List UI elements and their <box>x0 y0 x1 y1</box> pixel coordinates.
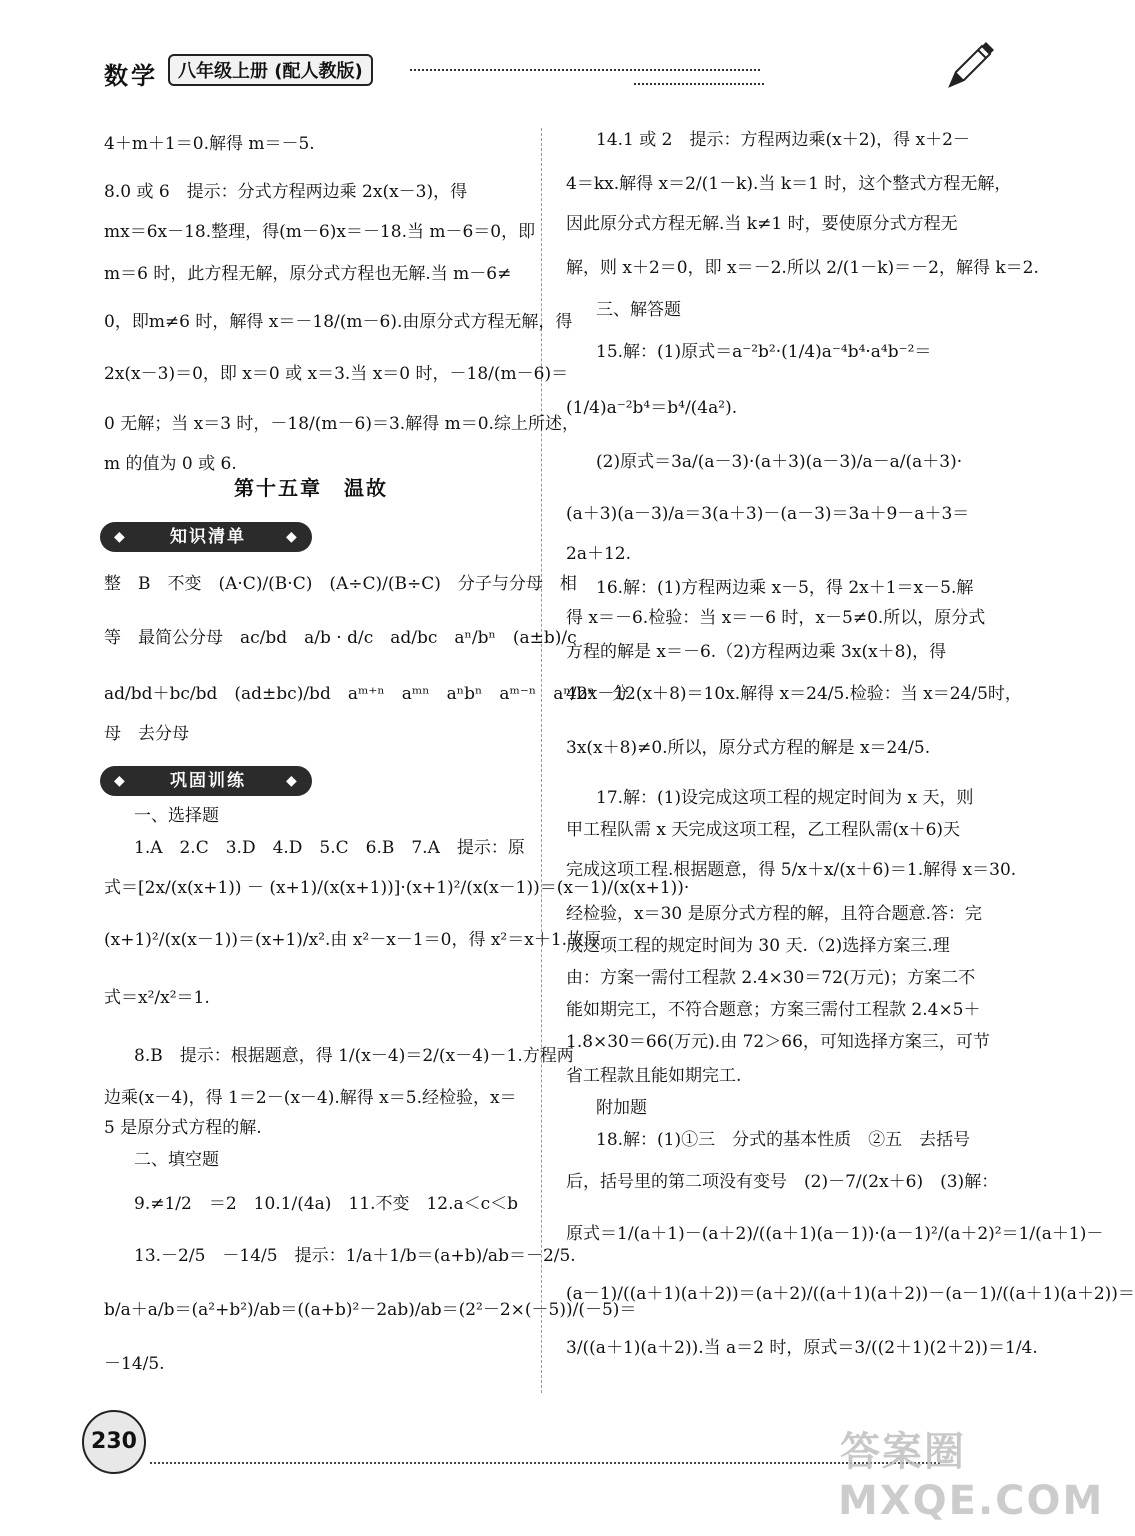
text-line: 4＝kx.解得 x＝2/(1－k).当 k＝1 时，这个整式方程无解， <box>566 174 1012 194</box>
text-line: (1/4)a⁻²b⁴＝b⁴/(4a²). <box>566 398 738 418</box>
text-line: 边乘(x－4)，得 1＝2－(x－4).解得 x＝5.经检验，x＝ <box>104 1088 517 1108</box>
text-line: 9.≠1/2 ＝2 10.1/(4a) 11.不变 12.a＜c＜b <box>134 1194 519 1214</box>
chapter-title: 第十五章 温故 <box>234 476 388 500</box>
text-line: m 的值为 0 或 6. <box>104 454 237 474</box>
text-line: 0，即m≠6 时，解得 x＝－18/(m－6).由原分式方程无解，得 <box>104 312 573 332</box>
subject-title: 数学 <box>104 62 158 90</box>
text-line: 式＝[2x/(x(x+1)) － (x+1)/(x(x+1))]·(x+1)²/(x(x－1))＝(x－1)/(x(x+1))· <box>104 878 690 898</box>
text-line: (a－1)/((a＋1)(a＋2))＝(a＋2)/((a＋1)(a＋2))－(a－1)/((a＋1)(a＋2))＝ <box>566 1284 1135 1304</box>
text-line: 母 去分母 <box>104 724 189 744</box>
text-line: 方程的解是 x＝－6.（2)方程两边乘 3x(x＋8)，得 <box>566 642 947 662</box>
diamond-icon: ◆ <box>114 529 125 545</box>
grade-text: 八年级上册 <box>178 61 268 82</box>
text-line: 原式＝1/(a＋1)－(a＋2)/((a＋1)(a－1))·(a－1)²/(a＋2)²＝1/(a＋1)－ <box>566 1224 1104 1244</box>
section-banner-practice <box>100 766 312 796</box>
text-line: 4＋m＋1＝0.解得 m＝－5. <box>104 134 315 154</box>
text-line: 2a＋12. <box>566 544 631 564</box>
footer-dotted-line <box>150 1462 940 1464</box>
diamond-icon: ◆ <box>114 773 125 789</box>
text-line: －14/5. <box>104 1354 165 1374</box>
section-label: 巩固训练 <box>170 771 246 791</box>
text-line: 13.－2/5 －14/5 提示：1/a＋1/b＝(a+b)/ab＝－2/5. <box>134 1246 576 1266</box>
pen-icon <box>942 38 998 94</box>
text-line: 5 是原分式方程的解. <box>104 1118 262 1138</box>
text-line: 式＝x²/x²＝1. <box>104 988 210 1008</box>
text-line: 一、选择题 <box>134 806 219 826</box>
text-line: mx＝6x－18.整理，得(m－6)x＝－18.当 m－6＝0，即 <box>104 222 536 242</box>
page-number: 230 <box>82 1410 146 1474</box>
section-label: 知识清单 <box>170 527 246 547</box>
watermark-url: MXQE.COM <box>838 1478 1105 1524</box>
text-line: 甲工程队需 x 天完成这项工程，乙工程队需(x＋6)天 <box>566 820 961 840</box>
text-line: 由：方案一需付工程款 2.4×30＝72(万元)；方案二不 <box>566 968 976 988</box>
text-line: b/a＋a/b＝(a²+b²)/ab＝((a+b)²－2ab)/ab＝(2²－2×(－5))/(－5)＝ <box>104 1300 637 1320</box>
header-dotted-line-2 <box>634 83 764 85</box>
text-line: 省工程款且能如期完工. <box>566 1066 742 1086</box>
text-line: 经检验，x＝30 是原分式方程的解，且符合题意.答：完 <box>566 904 983 924</box>
text-line: (x+1)²/(x(x－1))＝(x+1)/x².由 x²－x－1＝0，得 x²＝x＋1.故原 <box>104 930 602 950</box>
text-line: 3x(x＋8)≠0.所以，原分式方程的解是 x＝24/5. <box>566 738 931 758</box>
text-line: (2)原式＝3a/(a－3)·(a＋3)(a－3)/a－a/(a＋3)· <box>596 452 963 472</box>
diamond-icon: ◆ <box>286 773 297 789</box>
text-line: ad/bd＋bc/bd (ad±bc)/bd aᵐ⁺ⁿ aᵐⁿ aⁿbⁿ aᵐ⁻ⁿ aⁿ/bⁿ 分 <box>104 684 629 704</box>
text-line: 8.B 提示：根据题意，得 1/(x－4)＝2/(x－4)－1.方程两 <box>134 1046 574 1066</box>
text-line: 后，括号里的第二项没有变号 (2)－7/(2x＋6) (3)解： <box>566 1172 999 1192</box>
diamond-icon: ◆ <box>286 529 297 545</box>
text-line: m＝6 时，此方程无解，原分式方程也无解.当 m－6≠ <box>104 264 512 284</box>
text-line: 附加题 <box>596 1098 647 1118</box>
text-line: 1.A 2.C 3.D 4.D 5.C 6.B 7.A 提示：原 <box>134 838 525 858</box>
text-line: 二、填空题 <box>134 1150 219 1170</box>
text-line: 17.解：(1)设完成这项工程的规定时间为 x 天，则 <box>596 788 974 808</box>
text-line: 1.8×30＝66(万元).由 72＞66，可知选择方案三，可节 <box>566 1032 990 1052</box>
text-line: 成这项工程的规定时间为 30 天.（2)选择方案三.理 <box>566 936 950 956</box>
text-line: (a＋3)(a－3)/a＝3(a＋3)－(a－3)＝3a＋9－a＋3＝ <box>566 504 970 524</box>
text-line: 18.解：(1)①三 分式的基本性质 ②五 去括号 <box>596 1130 971 1150</box>
section-banner-knowledge <box>100 522 312 552</box>
page-header <box>0 0 1034 100</box>
text-line: 16.解：(1)方程两边乘 x－5，得 2x＋1＝x－5.解 <box>596 578 974 598</box>
grade-label <box>168 54 373 86</box>
text-line: 三、解答题 <box>596 300 681 320</box>
text-line: 整 B 不变 (A·C)/(B·C) (A÷C)/(B÷C) 分子与分母 相 <box>104 574 577 594</box>
text-line: 42x－12(x＋8)＝10x.解得 x＝24/5.检验：当 x＝24/5时， <box>566 684 1022 704</box>
watermark-logo: 答案圈 <box>840 1429 966 1475</box>
text-line: 完成这项工程.根据题意，得 5/x＋x/(x＋6)＝1.解得 x＝30. <box>566 860 1017 880</box>
header-dotted-line <box>410 69 760 71</box>
text-line: 3/((a＋1)(a＋2)).当 a＝2 时，原式＝3/((2＋1)(2＋2))＝1/4. <box>566 1338 1038 1358</box>
edition-text: (配人教版) <box>274 61 363 82</box>
text-line: 0 无解；当 x＝3 时，－18/(m－6)＝3.解得 m＝0.综上所述， <box>104 414 579 434</box>
text-line: 2x(x－3)＝0，即 x＝0 或 x＝3.当 x＝0 时，－18/(m－6)＝ <box>104 364 569 384</box>
text-line: 因此原分式方程无解.当 k≠1 时，要使原分式方程无 <box>566 214 958 234</box>
text-line: 得 x＝－6.检验：当 x＝－6 时，x－5≠0.所以，原分式 <box>566 608 986 628</box>
text-line: 14.1 或 2 提示：方程两边乘(x＋2)，得 x＋2－ <box>596 130 970 150</box>
text-line: 解，则 x＋2＝0，即 x＝－2.所以 2/(1－k)＝－2，解得 k＝2. <box>566 258 1039 278</box>
text-line: 等 最简公分母 ac/bd a/b · d/c ad/bc aⁿ/bⁿ (a±b)/c <box>104 628 577 648</box>
text-line: 能如期完工，不符合题意；方案三需付工程款 2.4×5＋ <box>566 1000 981 1020</box>
text-line: 15.解：(1)原式＝a⁻²b²·(1/4)a⁻⁴b⁴·a⁴b⁻²＝ <box>596 342 932 362</box>
text-line: 8.0 或 6 提示：分式方程两边乘 2x(x－3)，得 <box>104 182 468 202</box>
